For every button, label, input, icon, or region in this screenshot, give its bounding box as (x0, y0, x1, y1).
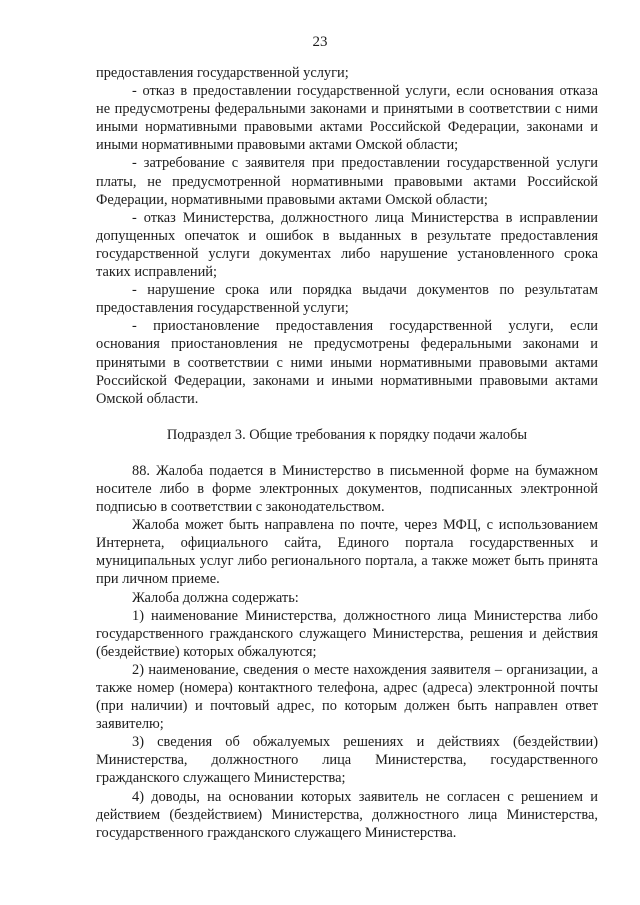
paragraph: - затребование с заявителя при предоставлении государственной услуги платы, не предусмотренной нормативными правовыми актами Российской Федерации, нормативными правовыми актами Омской области; (96, 155, 598, 208)
paragraph: Жалоба может быть направлена по почте, через МФЦ, с использованием Интернета, официального сайта, Единого портала государственных и муниципальных услуг либо регионального портала, а также может быть принята при личном приеме. (96, 517, 598, 588)
page-number: 23 (312, 34, 328, 50)
paragraph: - отказ в предоставлении государственной услуги, если основания отказа не предусмотрены федеральными законами и принятыми в соответствии с ними иными нормативными правовыми актами Российской Федерации, законами и иными нормативными правовыми актами Омской области; (96, 83, 598, 154)
paragraph: - нарушение срока или порядка выдачи документов по результатам предоставления государственной услуги; (96, 282, 598, 317)
paragraph: 3) сведения об обжалуемых решениях и действиях (бездействии) Министерства, должностного лица Министерства, государственного гражданского служащего Министерства; (96, 734, 598, 787)
list-of-violations (96, 64, 598, 408)
paragraph: 4) доводы, на основании которых заявитель не согласен с решением и действием (бездействием) Министерства, должностного лица Министерства, государственного гражданского служащего Министерства. (96, 788, 598, 841)
paragraph: 1) наименование Министерства, должностного лица Министерства либо государственного гражданского служащего Министерства, решения и действия (бездействие) которых обжалуются; (96, 607, 598, 660)
section-heading: Подраздел 3. Общие требования к порядку подачи жалобы (166, 426, 528, 443)
paragraph: 88. Жалоба подается в Министерство в письменной форме на бумажном носителе либо в форме электронных документов, подписанных электронной подписью в соответствии с законодательством. (96, 462, 598, 516)
paragraph: Жалоба должна содержать: (132, 589, 299, 606)
paragraph: предоставления государственной услуги; (96, 65, 349, 81)
paragraph: - приостановление предоставления государственной услуги, если основания приостановления не предусмотрены федеральными законами и принятыми в соответствии с ними иными нормативными правовыми актами Российской Федерации, законами и иными нормативными правовыми актами Омской области. (96, 318, 598, 407)
paragraph: - отказ Министерства, должностного лица Министерства в исправлении допущенных опечаток и ошибок в выданных в результате предоставления государственной услуги документах либо нарушение установленного срока таких исправлений; (96, 209, 598, 281)
document-body (96, 64, 598, 842)
paragraph: 2) наименование, сведения о месте нахождения заявителя – организации, а также номер (номера) контактного телефона, адрес (адреса) электронной почты (при наличии) и почтовый адрес, по которым должен быть направлен ответ заявителю; (96, 661, 598, 733)
complaint-requirements (96, 462, 598, 842)
